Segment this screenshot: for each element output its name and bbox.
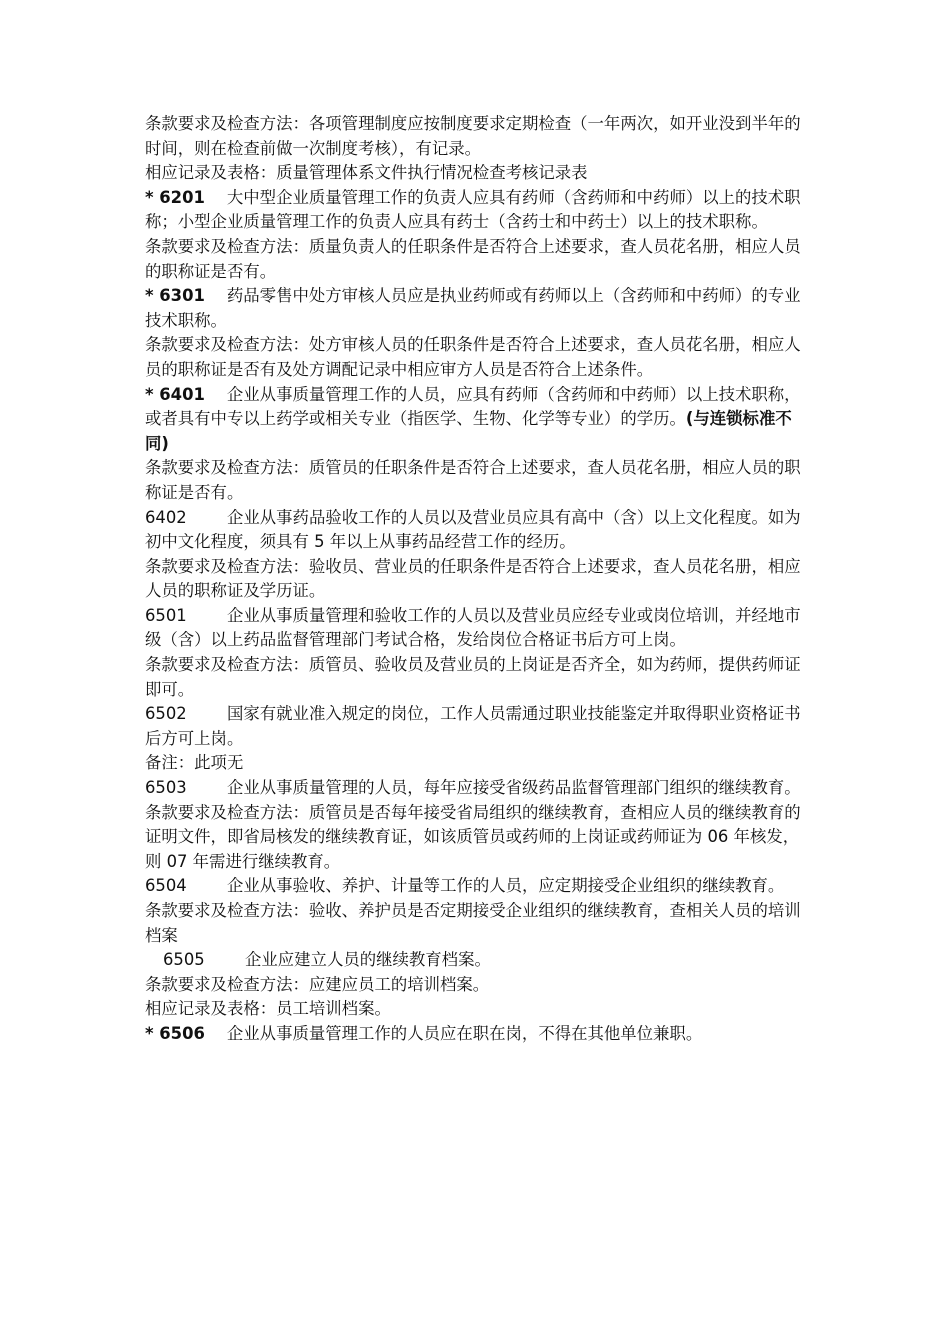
clause-6503 xyxy=(145,776,813,801)
clause-6301 xyxy=(145,284,813,333)
clause-6201 xyxy=(145,186,813,235)
requirement-text: 条款要求及检查方法：处方审核人员的任职条件是否符合上述要求，查人员花名册，相应人员的职称证是否有及处方调配记录中相应审方人员是否符合上述条件。 xyxy=(145,335,801,379)
requirement-text: 条款要求及检查方法：验收员、营业员的任职条件是否符合上述要求，查人员花名册，相应人员的职称证及学历证。 xyxy=(145,556,801,601)
clause-6402 xyxy=(145,506,813,555)
clause-6502 xyxy=(145,702,813,751)
requirement-text: 条款要求及检查方法：各项管理制度应按制度要求定期检查（一年两次，如开业没到半年的时间，则在检查前做一次制度考核），有记录。 xyxy=(145,114,801,158)
clause-code: 6402 xyxy=(145,507,187,527)
requirement-text: 条款要求及检查方法：质管员的任职条件是否符合上述要求，查人员花名册，相应人员的职称证是否有。 xyxy=(145,458,801,502)
clause-code: 6505 xyxy=(163,950,205,970)
clause-code: 6501 xyxy=(145,605,187,625)
clause-code: * 6201 xyxy=(145,187,205,207)
requirement-text: 条款要求及检查方法：应建应员工的培训档案。 xyxy=(145,974,490,994)
clause-note: (与连锁标准不同) xyxy=(145,409,792,453)
clause-6505 xyxy=(145,948,813,973)
record-form-text: 相应记录及表格：员工培训档案。 xyxy=(145,999,391,1019)
requirement-text: 条款要求及检查方法：质管员是否每年接受省局组织的继续教育，查相应人员的继续教育的证明文件，即省局核发的继续教育证，如该质管员或药师的上岗证或药师证为 06 年核发，则 07 年需进行继续教育。 xyxy=(145,802,801,871)
requirement-text: 条款要求及检查方法：质管员、验收员及营业员的上岗证是否齐全，如为药师，提供药师证即可。 xyxy=(145,655,801,699)
clause-code: 6502 xyxy=(145,704,187,724)
clause-6506 xyxy=(145,1022,813,1047)
clause-code: * 6301 xyxy=(145,286,205,306)
clause-text: 企业应建立人员的继续教育档案。 xyxy=(245,950,491,970)
document-page xyxy=(145,112,813,1047)
clause-6501 xyxy=(145,604,813,653)
clause-text: 企业从事质量管理工作的人员，应具有药师（含药师和中药师）以上技术职称，或者具有中专以上药学或相关专业（指医学、生物、化学等专业）的学历。 xyxy=(145,384,801,429)
clause-text: 药品零售中处方审核人员应是执业药师或有药师以上（含药师和中药师）的专业技术职称。 xyxy=(145,286,801,330)
record-form-text: 相应记录及表格：质量管理体系文件执行情况检查考核记录表 xyxy=(145,163,588,183)
clause-text: 企业从事质量管理和验收工作的人员以及营业员应经专业或岗位培训，并经地市级（含）以上药品监督管理部门考试合格，发给岗位合格证书后方可上岗。 xyxy=(145,605,801,650)
clause-text: 企业从事质量管理工作的人员应在职在岗，不得在其他单位兼职。 xyxy=(226,1023,703,1043)
clause-code: * 6506 xyxy=(145,1023,205,1043)
clause-code: 6504 xyxy=(145,876,187,896)
requirement-text: 条款要求及检查方法：质量负责人的任职条件是否符合上述要求，查人员花名册，相应人员的职称证是否有。 xyxy=(145,236,801,281)
clause-text: 企业从事质量管理的人员，每年应接受省级药品监督管理部门组织的继续教育。 xyxy=(227,778,801,798)
clause-text: 大中型企业质量管理工作的负责人应具有药师（含药师和中药师）以上的技术职称；小型企业质量管理工作的负责人应具有药士（含药士和中药士）以上的技术职称。 xyxy=(145,187,801,232)
clause-text: 国家有就业准入规定的岗位，工作人员需通过职业技能鉴定并取得职业资格证书后方可上岗。 xyxy=(145,704,801,748)
clause-6504 xyxy=(145,874,813,899)
clause-code: 6503 xyxy=(145,778,187,798)
requirement-text: 条款要求及检查方法：验收、养护员是否定期接受企业组织的继续教育，查相关人员的培训档案 xyxy=(145,901,801,945)
clause-code: * 6401 xyxy=(145,384,205,404)
clause-text: 企业从事验收、养护、计量等工作的人员，应定期接受企业组织的继续教育。 xyxy=(227,876,785,896)
clause-text: 企业从事药品验收工作的人员以及营业员应具有高中（含）以上文化程度。如为初中文化程度，须具有 5 年以上从事药品经营工作的经历。 xyxy=(145,507,801,552)
clause-6401 xyxy=(145,383,813,457)
remark-text: 备注：此项无 xyxy=(145,753,244,773)
